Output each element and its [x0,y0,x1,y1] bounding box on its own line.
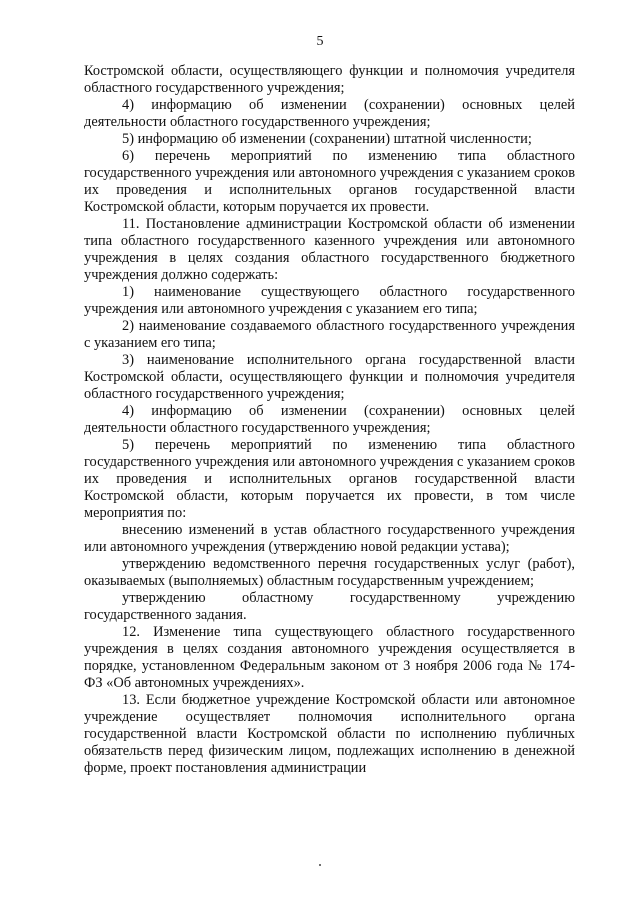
paragraph-continuation: Костромской области, осуществляющего функции и полномочия учредителя областного государственного учреждения; [84,63,575,96]
page-number: 5 [316,34,324,49]
paragraph-item-4: 4) информацию об изменении (сохранении) основных целей деятельности областного государственного учреждения; [84,97,575,130]
paragraph-11-5-subitem-charter: внесению изменений в устав областного государственного учреждения или автономного учреждения (утверждению новой редакции устава); [84,522,575,555]
paragraph-11-item-1: 1) наименование существующего областного государственного учреждения или автономного учреждения с указанием его типа; [84,284,575,317]
page-mark [319,864,321,866]
document-body [84,63,575,777]
paragraph-item-6: 6) перечень мероприятий по изменению типа областного государственного учреждения или автономного учреждения с указанием сроков их проведения и исполнительных органов государственной власти Костромской области, которым поручается их провести. [84,148,575,215]
paragraph-11-5-subitem-state-task: утверждению областному государственному учреждению государственного задания. [84,590,575,623]
paragraph-11-item-2: 2) наименование создаваемого областного государственного учреждения с указанием его типа; [84,318,575,351]
paragraph-11-item-3: 3) наименование исполнительного органа государственной власти Костромской области, осуществляющего функции и полномочия учредителя областного государственного учреждения; [84,352,575,402]
paragraph-11-5-subitem-services-list: утверждению ведомственного перечня государственных услуг (работ), оказываемых (выполняемых) областным государственным учреждением; [84,556,575,589]
paragraph-11-item-4: 4) информацию об изменении (сохранении) основных целей деятельности областного государственного учреждения; [84,403,575,436]
paragraph-item-5: 5) информацию об изменении (сохранении) штатной численности; [122,131,532,147]
paragraph-section-11: 11. Постановление администрации Костромской области об изменении типа областного государственного казенного учреждения или автономного учреждения в целях создания областного государственного бюджетного учреждения должно содержать: [84,216,575,283]
paragraph-section-13: 13. Если бюджетное учреждение Костромской области или автономное учреждение осуществляет полномочия исполнительного органа государственной власти Костромской области по исполнению публичных обязательств перед физическим лицом, подлежащих исполнению в денежной форме, проект постановления администрации [84,692,575,776]
paragraph-section-12: 12. Изменение типа существующего областного государственного учреждения в целях создания автономного учреждения осуществляется в порядке, установленном Федеральным законом от 3 ноября 2006 года № 174-ФЗ «Об автономных учреждениях». [84,624,575,691]
paragraph-11-item-5: 5) перечень мероприятий по изменению типа областного государственного учреждения или автономного учреждения с указанием сроков их проведения и исполнительных органов государственной власти Костромской области, которым поручается их провести, в том числе мероприятия по: [84,437,575,521]
